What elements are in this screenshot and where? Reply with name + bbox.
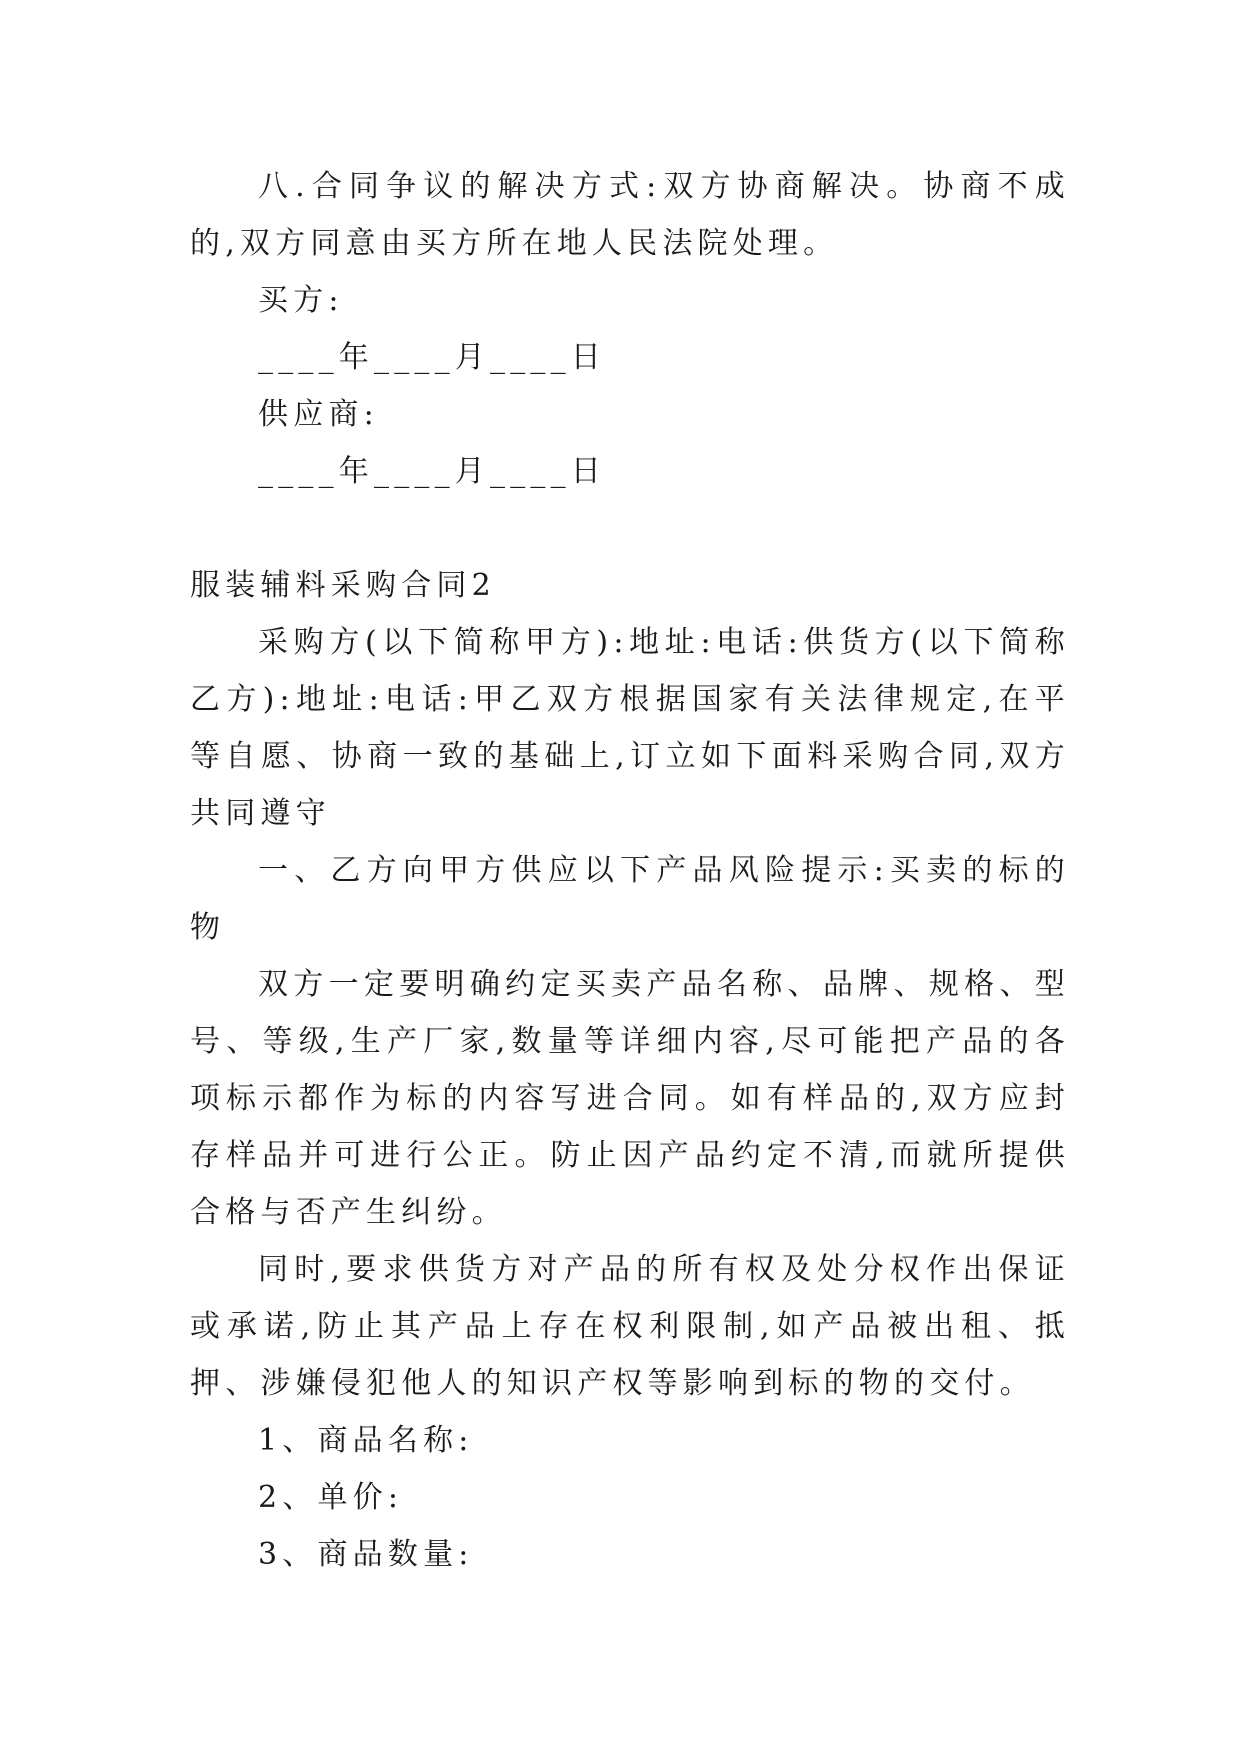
supplier-label: 供应商: (258, 397, 379, 432)
clause-dispute-resolution: 八.合同争议的解决方式:双方协商解决。协商不成的,双方同意由买方所在地人民法院处理。 (190, 169, 1070, 261)
item-quantity: 3、商品数量: (258, 1537, 474, 1572)
item-product-name: 1、商品名称: (258, 1423, 474, 1458)
parties-intro: 采购方(以下简称甲方):地址:电话:供货方(以下简称乙方):地址:电话:甲乙双方根据国家有关法律规定,在平等自愿、协商一致的基础上,订立如下面料采购合同,双方共同遵守 (190, 625, 1070, 831)
contract-title: 服装辅料采购合同2 (190, 568, 496, 603)
item-unit-price: 2、单价: (258, 1480, 404, 1515)
section-one-heading: 一、乙方向甲方供应以下产品风险提示:买卖的标的物 (190, 853, 1070, 945)
buyer-label: 买方: (258, 283, 344, 318)
risk-note-ownership: 同时,要求供货方对产品的所有权及处分权作出保证或承诺,防止其产品上存在权利限制,如产品被出租、抵押、涉嫌侵犯他人的知识产权等影响到标的物的交付。 (190, 1252, 1070, 1401)
document-body (190, 158, 1070, 1583)
risk-note-product: 双方一定要明确约定买卖产品名称、品牌、规格、型号、等级,生产厂家,数量等详细内容,尽可能把产品的各项标示都作为标的内容写进合同。如有样品的,双方应封存样品并可进行公正。防止因产品约定不清,而就所提供合格与否产生纠纷。 (190, 967, 1070, 1230)
supplier-date-line: ____年____月____日 (258, 454, 606, 489)
buyer-date-line: ____年____月____日 (258, 340, 606, 375)
